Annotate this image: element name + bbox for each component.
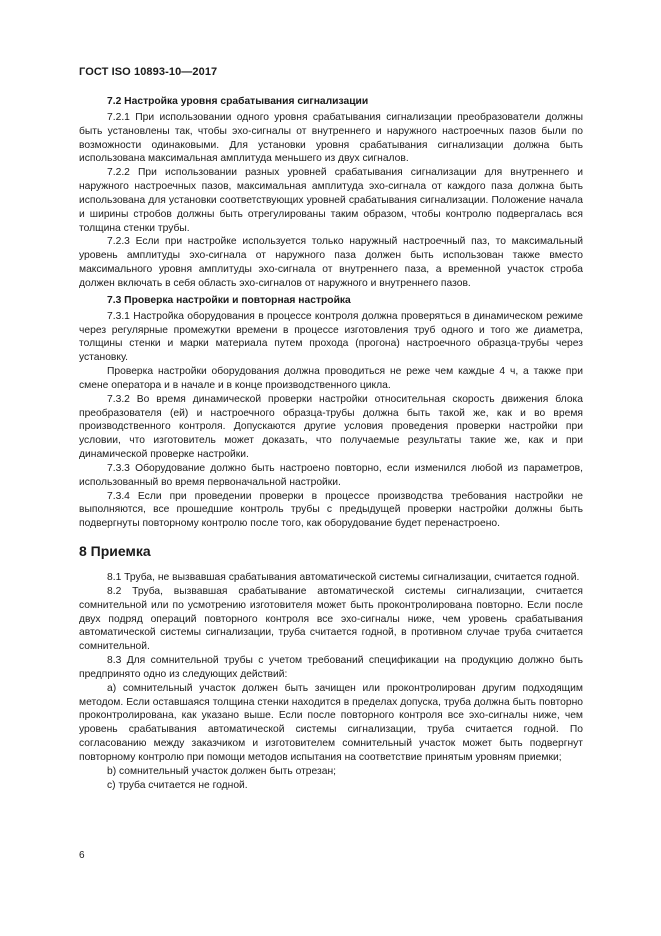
document-body bbox=[79, 95, 583, 793]
paragraph-8-3: 8.3 Для сомнительной трубы с учетом требований спецификации на продукцию должно быть предпринято одно из следующих действий: bbox=[79, 655, 583, 680]
paragraph-8-1: 8.1 Труба, не вызвавшая срабатывания автоматической системы сигнализации, считается годной. bbox=[107, 572, 580, 583]
paragraph-7-3-4: 7.3.4 Если при проведении проверки в процессе производства требования настройки не выполняются, все прошедшие контроль трубы с предыдущей проверки настройки должны быть подвергнуты повторному контролю после того, как оборудование будет перенастроено. bbox=[79, 490, 583, 530]
list-item-c: c) труба считается не годной. bbox=[107, 779, 248, 791]
standard-code-header: ГОСТ ISO 10893-10—2017 bbox=[79, 66, 218, 78]
paragraph-7-2-1: 7.2.1 При использовании одного уровня срабатывания сигнализации преобразователи должны быть установлены так, чтобы эхо-сигналы от внутреннего и наружного настроечных пазов были по возможности одинаковыми. Для установки уровня срабатывания сигнализации должна быть использована максимальная амплитуда меньшего из двух сигналов. bbox=[79, 111, 583, 165]
paragraph-7-3-2: 7.3.2 Во время динамической проверки настройки относительная скорость движения блока преобразователя (ей) и настроечного образца-трубы должна быть такой же, как и во время производственного контроля. Допускаются другие условия проведения проверки настройки при условии, что изготовитель может доказать, что получаемые результаты такие же, как и при динамической проверке настройки. bbox=[79, 393, 583, 461]
section-8-heading: 8 Приемка bbox=[79, 543, 151, 560]
page-number: 6 bbox=[79, 850, 85, 861]
paragraph-7-3-3: 7.3.3 Оборудование должно быть настроено повторно, если изменился любой из параметров, использованный во время первоначальной настройки. bbox=[79, 462, 583, 488]
section-7-3-heading: 7.3 Проверка настройки и повторная настройка bbox=[107, 294, 351, 306]
paragraph-8-2: 8.2 Труба, вызвавшая срабатывание автоматической системы сигнализации, считается сомнительной или по усмотрению изготовителя может быть проконтролирована повторно. Если после двух подряд операций повторного контроля все эхо-сигналы ниже, чем уровень срабатывания автоматической системы сигнализации, труба считается годной, в противном случае труба считается сомнительной. bbox=[79, 585, 583, 653]
section-7-2-heading: 7.2 Настройка уровня срабатывания сигнализации bbox=[107, 96, 369, 107]
paragraph-7-2-3: 7.2.3 Если при настройке используется только наружный настроечный паз, то максимальный уровень амплитуды эхо-сигнала от наружного паза должен быть использован также вместо максимального уровня амплитуды эхо-сигнала от внутреннего паза, а временной участок строба должен включать в себя область эхо-сигналов от наружного и внутреннего пазов. bbox=[79, 236, 583, 289]
paragraph-7-3-1: 7.3.1 Настройка оборудования в процессе контроля должна проверяться в динамическом режиме через регулярные промежутки времени в процессе изготовления труб одного и того же диаметра, толщины стенки и марки материала путем прохода (прогона) настроечного образца-трубы через установку. bbox=[79, 310, 583, 364]
list-item-b: b) сомнительный участок должен быть отрезан; bbox=[107, 765, 337, 777]
paragraph-7-3-1-cont: Проверка настройки оборудования должна проводиться не реже чем каждые 4 ч, а также при смене оператора и в начале и в конце производственного цикла. bbox=[79, 366, 583, 391]
list-item-a: a) сомнительный участок должен быть зачищен или проконтролирован другим подходящим методом. Если оставшаяся толщина стенки находится в пределах допуска, труба должна быть повторно проконтролирована, как указано выше. Если после повторного контроля все эхо-сигналы ниже, чем уровень срабатывания автоматической системы сигнализации, труба считается годной. По согласованию между заказчиком и изготовителем сомнительный участок может быть подвергнут повторному контролю при помощи методов испытания на соответствие принятым уровням приемки; bbox=[79, 682, 583, 763]
paragraph-7-2-2: 7.2.2 При использовании разных уровней срабатывания сигнализации для внутреннего и наружного настроечных пазов, максимальная амплитуда эхо-сигнала от каждого паза должна быть использована для установки соответствующих уровней срабатывания сигнализации. Положение начала и ширины стробов должны быть отрегулированы таким образом, чтобы контролю подвергалась вся толщина стенки трубы. bbox=[79, 167, 583, 234]
